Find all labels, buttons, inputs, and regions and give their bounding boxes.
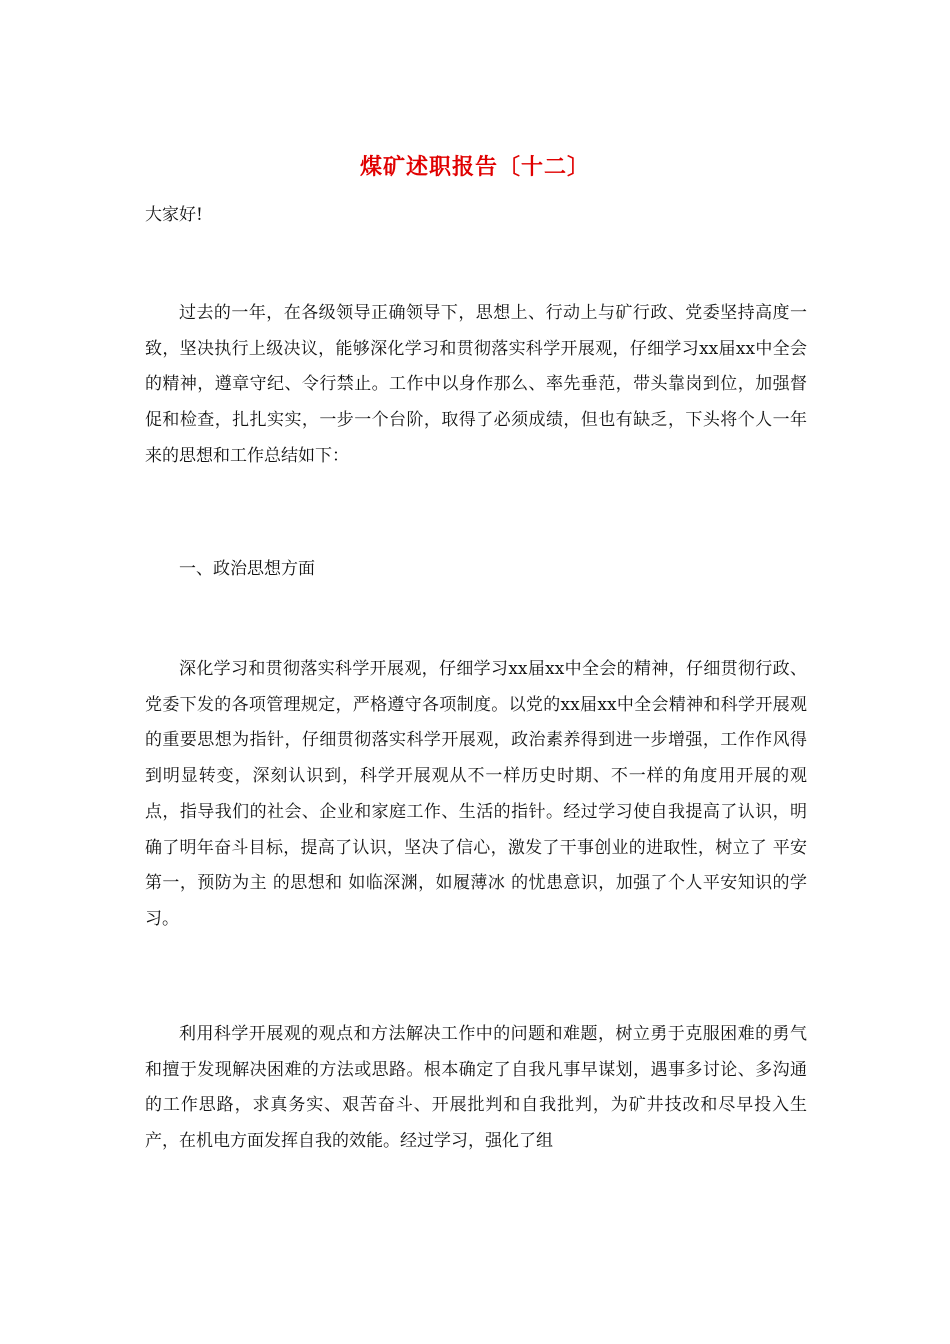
paragraph-political-thought: 深化学习和贯彻落实科学开展观，仔细学习xx届xx中全会的精神，仔细贯彻行政、党委下发的各项管理规定，严格遵守各项制度。以党的xx届xx中全会精神和科学开展观的重要思想为指针，仔细贯彻落实科学开展观，政治素养得到进一步增强，工作作风得到明显转变，深刻认识到，科学开展观从不一样历史时期、不一样的角度用开展的观点，指导我们的社会、企业和家庭工作、生活的指针。经过学习使自我提高了认识，明确了明年奋斗目标，提高了认识，坚决了信心，激发了干事创业的进取性，树立了 平安第一，预防为主 的思想和 如临深渊，如履薄冰 的忧患意识，加强了个人平安知识的学习。 [145,659,807,929]
paragraph-problem-solving: 利用科学开展观的观点和方法解决工作中的问题和难题，树立勇于克服困难的勇气和擅于发现解决困难的方法或思路。根本确定了自我凡事早谋划，遇事多讨论、多沟通的工作思路，求真务实、艰苦奋斗、开展批判和自我批判，为矿井技改和尽早投入生产，在机电方面发挥自我的效能。经过学习，强化了组 [145,1024,807,1152]
section-heading: 一、政治思想方面 [179,559,315,579]
greeting: 大家好! [145,205,203,225]
paragraph-intro: 过去的一年，在各级领导正确领导下，思想上、行动上与矿行政、党委坚持高度一致，坚决执行上级决议，能够深化学习和贯彻落实科学开展观，仔细学习xx届xx中全会的精神，遵章守纪、令行禁止。工作中以身作那么、率先垂范，带头靠岗到位，加强督促和检查，扎扎实实，一步一个台阶，取得了必须成绩，但也有缺乏，下头将个人一年来的思想和工作总结如下： [145,303,807,466]
document-title: 煤矿述职报告〔十二〕 [359,154,590,180]
